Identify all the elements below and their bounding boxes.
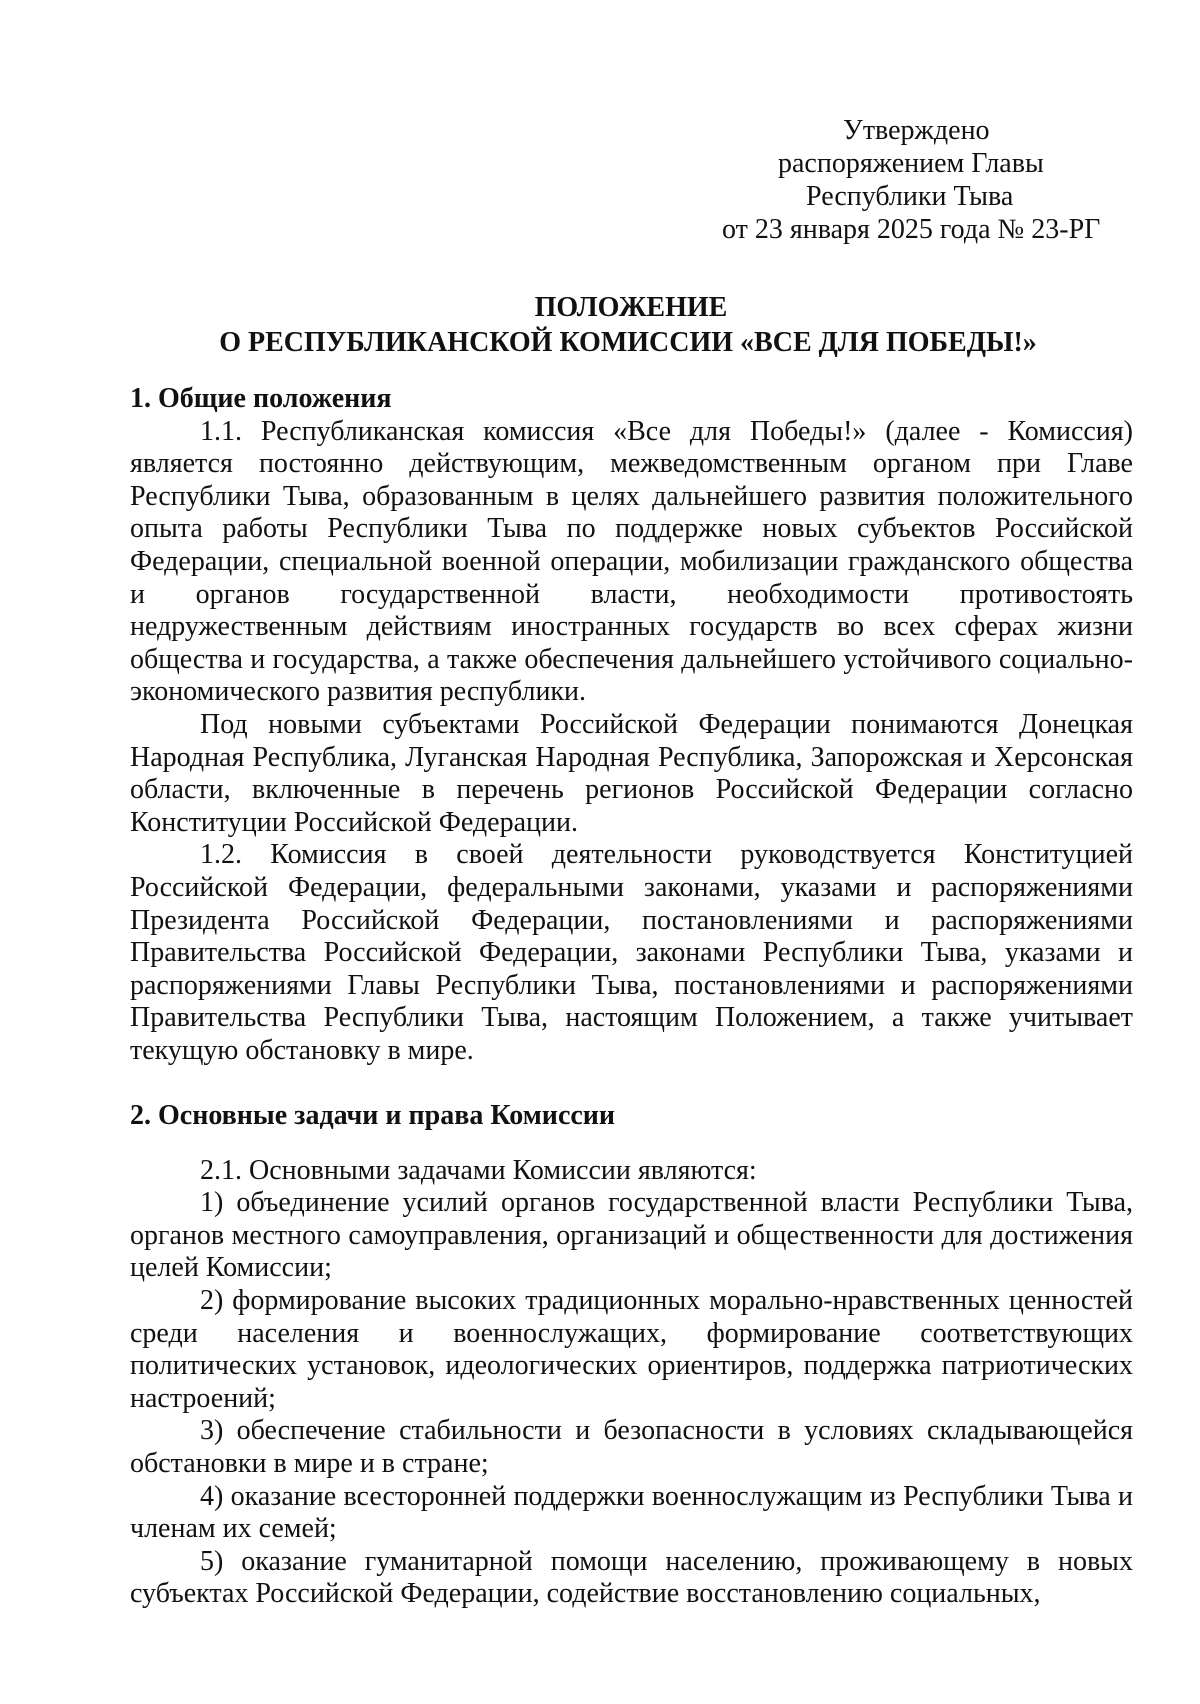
- approval-stamp-block: [700, 114, 1120, 246]
- approval-line: Республики Тыва: [806, 181, 1014, 212]
- paragraph-2-1: 2.1. Основными задачами Комиссии являются:: [200, 1154, 757, 1186]
- section-heading: 1. Общие положения: [130, 383, 392, 414]
- approval-line: Утверждено: [843, 115, 990, 146]
- section-heading: 2. Основные задачи и права Комиссии: [130, 1100, 616, 1131]
- paragraph-1-2: 1.2. Комиссия в своей деятельности руководствуется Конституцией Российской Федерации, федеральными законами, указами и распоряжениями Президента Российской Федерации, постановлениями и распоряжениями Правительства Российской Федерации, законами Республики Тыва, указами и распоряжениями Главы Республики Тыва, постановлениями и распоряжениями Правительства Республики Тыва, настоящим Положением, а также учитывает текущую обстановку в мире.: [130, 839, 1133, 1066]
- paragraph-new-subjects: Под новыми субъектами Российской Федерации понимаются Донецкая Народная Республика, Луганская Народная Республика, Запорожская и Херсонская области, включенные в перечень регионов Российской Федерации согласно Конституции Российской Федерации.: [130, 708, 1133, 838]
- list-item: 1) объединение усилий органов государственной власти Республики Тыва, органов местного самоуправления, организаций и общественности для достижения целей Комиссии;: [130, 1187, 1133, 1284]
- approval-date-line: от 23 января 2025 года № 23-РГ: [722, 214, 1101, 245]
- document-title: [130, 290, 1126, 360]
- section-general-provisions: [130, 383, 1133, 1067]
- document-title-line-1: ПОЛОЖЕНИЕ: [534, 292, 728, 323]
- list-item: 3) обеспечение стабильности и безопасности в условиях складывающейся обстановки в мире и в стране;: [130, 1415, 1133, 1479]
- approval-line: распоряжением Главы: [778, 148, 1044, 179]
- list-item: 4) оказание всесторонней поддержки военнослужащим из Республики Тыва и членам их семей;: [130, 1480, 1133, 1545]
- section-tasks-and-rights: [130, 1100, 1133, 1611]
- list-item: 2) формирование высоких традиционных морально-нравственных ценностей среди населения и военнослужащих, формирование соответствующих политических установок, идеологических ориентиров, поддержка патриотических настроений;: [130, 1284, 1133, 1414]
- paragraph-1-1: 1.1. Республиканская комиссия «Все для Победы!» (далее - Комиссия) является постоянно действующим, межведомственным органом при Главе Республики Тыва, образованным в целях дальнейшего развития положительного опыта работы Республики Тыва по поддержке новых субъектов Российской Федерации, специальной военной операции, мобилизации гражданского общества и органов государственной власти, необходимости противостоять недружественным действиям иностранных государств во всех сферах жизни общества и государства, а также обеспечения дальнейшего устойчивого социально-экономического развития республики.: [130, 415, 1133, 708]
- document-title-line-2: О РЕСПУБЛИКАНСКОЙ КОМИССИИ «ВСЕ ДЛЯ ПОБЕДЫ!»: [219, 327, 1037, 358]
- list-item: 5) оказание гуманитарной помощи населению, проживающему в новых субъектах Российской Федерации, содействие восстановлению социальных,: [130, 1545, 1133, 1610]
